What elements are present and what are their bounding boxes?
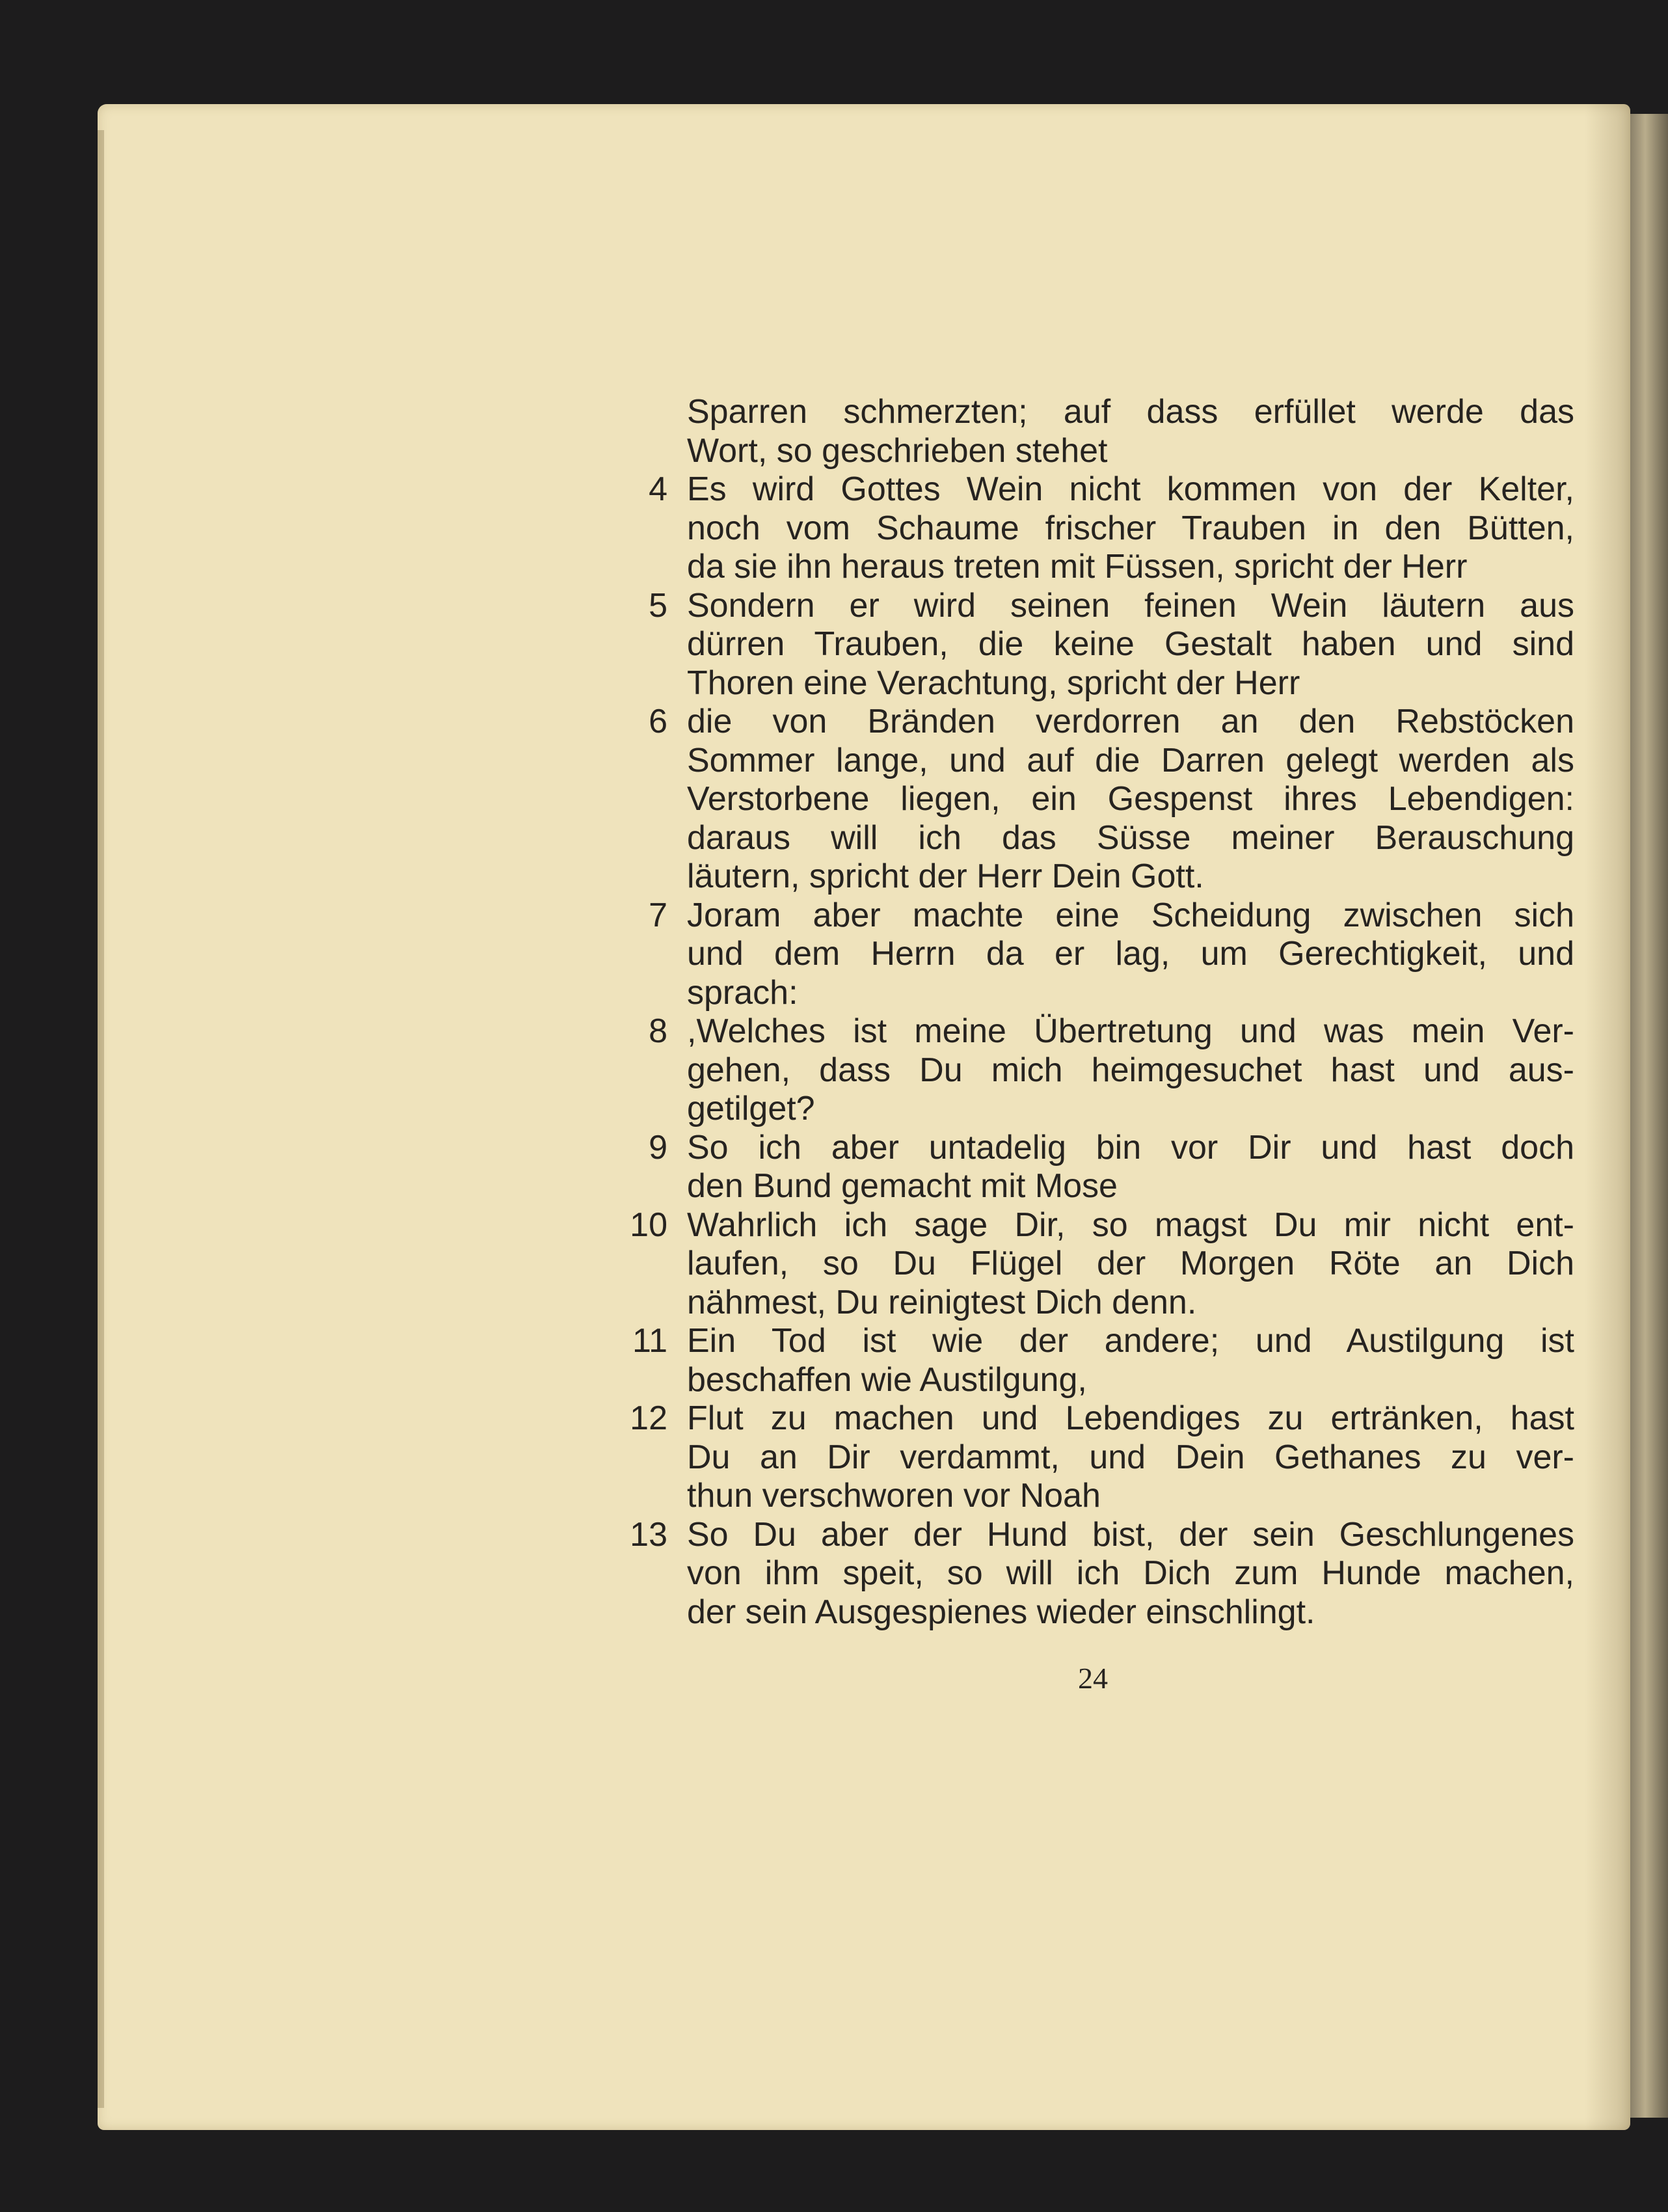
verse-line: da sie ihn heraus treten mit Füssen, spricht der Herr	[687, 548, 1468, 586]
verse-line: und dem Herrn da er lag, um Gerechtigkeit, und	[687, 935, 1574, 973]
verse	[618, 703, 1574, 897]
verse-line: der sein Ausgespienes wieder einschlingt.	[687, 1593, 1315, 1631]
verse-text	[687, 1129, 1574, 1206]
verse-line: Flut zu machen und Lebendiges zu ertränken, hast	[687, 1399, 1574, 1437]
verse	[618, 1012, 1574, 1129]
verse-number: 6	[649, 703, 667, 740]
verse-line: gehen, dass Du mich heimgesuchet hast und aus-	[687, 1051, 1574, 1089]
verse	[618, 897, 1574, 1013]
verse-line: laufen, so Du Flügel der Morgen Röte an Dich	[687, 1245, 1574, 1282]
verse-number: 8	[649, 1012, 667, 1050]
verse-line: noch vom Schaume frischer Trauben in den Bütten,	[687, 509, 1574, 547]
verse	[618, 470, 1574, 587]
verse-line: Joram aber machte eine Scheidung zwischen sich	[687, 896, 1574, 934]
verse-line: sprach:	[687, 973, 798, 1012]
verse-line: von ihm speit, so will ich Dich zum Hunde machen,	[687, 1554, 1574, 1592]
verse-text	[687, 1322, 1574, 1399]
verse-line: Wahrlich ich sage Dir, so magst Du mir nicht ent-	[687, 1206, 1574, 1244]
verse-number: 7	[649, 896, 667, 934]
verse-text	[687, 1399, 1574, 1516]
verse-text	[687, 470, 1574, 587]
verse-text-block	[618, 393, 1574, 1632]
verse-line: dürren Trauben, die keine Gestalt haben und sind	[687, 625, 1574, 663]
verse-number: 5	[649, 586, 667, 625]
verse-number: 10	[630, 1206, 667, 1244]
verse-line: ,Welches ist meine Übertretung und was mein Ver-	[687, 1012, 1574, 1050]
verse-text	[687, 393, 1574, 470]
verse-line: beschaffen wie Austilgung,	[687, 1360, 1087, 1399]
verse-text	[687, 1012, 1574, 1129]
verse-line: die von Bränden verdorren an den Rebstöcken	[687, 703, 1574, 740]
verse-line: daraus will ich das Süsse meiner Berauschung	[687, 818, 1574, 857]
verse-line: getilget?	[687, 1090, 815, 1127]
verse-number: 13	[630, 1515, 667, 1554]
verse-text	[687, 703, 1574, 897]
verse-line: nähmest, Du reinigtest Dich denn.	[687, 1283, 1197, 1321]
verse-number: 11	[632, 1322, 667, 1360]
page-number: 24	[1078, 1662, 1108, 1695]
verse-text	[687, 897, 1574, 1013]
verse-line: Ein Tod ist wie der andere; und Austilgung ist	[687, 1322, 1574, 1360]
page-gutter-shadow	[1585, 104, 1630, 2130]
verse-line: läutern, spricht der Herr Dein Gott.	[687, 857, 1204, 895]
verse-line: Du an Dir verdammt, und Dein Gethanes zu ver-	[687, 1438, 1574, 1476]
verse	[618, 1399, 1574, 1516]
verse	[618, 1129, 1574, 1206]
verse-line: den Bund gemacht mit Mose	[687, 1167, 1118, 1205]
page-left-edge	[98, 130, 104, 2108]
next-page-edge	[1630, 114, 1668, 2118]
verse	[618, 1322, 1574, 1399]
verse-number: 12	[630, 1399, 667, 1437]
verse-number: 9	[649, 1128, 667, 1167]
verse	[618, 1206, 1574, 1323]
verse	[618, 1516, 1574, 1632]
verse-line: Sparren schmerzten; auf dass erfüllet werde das	[687, 393, 1574, 431]
verse-text	[687, 1516, 1574, 1632]
verse-line: Sommer lange, und auf die Darren gelegt werden als	[687, 741, 1574, 779]
verse-text	[687, 1206, 1574, 1323]
verse	[618, 587, 1574, 703]
verse-number: 4	[649, 470, 667, 508]
verse-line: Es wird Gottes Wein nicht kommen von der Kelter,	[687, 470, 1574, 508]
verse-line: So Du aber der Hund bist, der sein Geschlungenes	[687, 1515, 1574, 1554]
verse-line: thun verschworen vor Noah	[687, 1477, 1101, 1515]
verse-text	[687, 587, 1574, 703]
verse-line: Thoren eine Verachtung, spricht der Herr	[687, 664, 1300, 702]
verse-line: So ich aber untadelig bin vor Dir und hast doch	[687, 1128, 1574, 1167]
verse-line: Verstorbene liegen, ein Gespenst ihres Lebendigen:	[687, 780, 1574, 818]
verse	[618, 393, 1574, 470]
verse-line: Wort, so geschrieben stehet	[687, 431, 1108, 470]
verse-line: Sondern er wird seinen feinen Wein läutern aus	[687, 586, 1574, 625]
